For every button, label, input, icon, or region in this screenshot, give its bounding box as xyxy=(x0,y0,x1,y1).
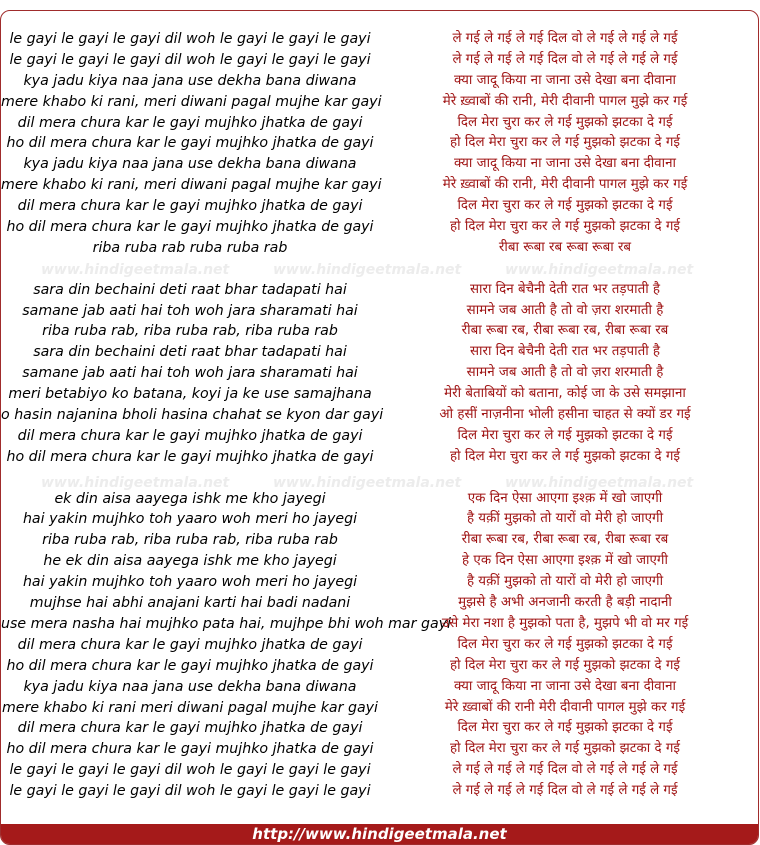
lyric-line-romanized: mere khabo ki rani, meri diwani pagal mujhe kar gayi xyxy=(1,177,382,194)
lyric-line-devanagari: हो दिल मेरा चुरा कर ले गई मुझको झटका दे गई xyxy=(450,219,680,235)
lyric-line-romanized: dil mera chura kar le gayi mujhko jhatka de gayi xyxy=(17,636,363,653)
lyric-line-romanized: kya jadu kiya naa jana use dekha bana diwana xyxy=(23,678,357,695)
lyric-line-devanagari: क्या जादू किया ना जाना उसे देखा बना दीवाना xyxy=(453,72,676,88)
lyric-line-romanized: dil mera chura kar le gayi mujhko jhatka de gayi xyxy=(17,427,363,444)
lyric-line-romanized: riba ruba rab, riba ruba rab, riba ruba rab xyxy=(42,323,338,340)
lyric-line-romanized: le gayi le gayi le gayi dil woh le gayi le gayi le gayi xyxy=(9,51,371,68)
lyric-line-devanagari: हो दिल मेरा चुरा कर ले गई मुझको झटका दे गई xyxy=(450,657,680,673)
lyric-line-devanagari: हे एक दिन ऐसा आएगा इश्क़ में खो जाएगी xyxy=(462,553,668,569)
lyric-line-romanized: o hasin najanina bholi hasina chahat se kyon dar gayi xyxy=(1,407,384,424)
lyric-line-devanagari: सामने जब आती है तो वो ज़रा शरमाती है xyxy=(466,365,664,381)
lyric-line-romanized: ho dil mera chura kar le gayi mujhko jhatka de gayi xyxy=(6,657,374,674)
lyric-line-devanagari: रीबा रूबा रब रूबा रूबा रब xyxy=(498,239,632,255)
watermark-text: www.hindigeetmala.net xyxy=(505,262,694,278)
lyric-line-devanagari: हो दिल मेरा चुरा कर ले गई मुझको झटका दे गई xyxy=(450,135,680,151)
lyric-line-romanized: samane jab aati hai toh woh jara sharamati hai xyxy=(22,365,358,382)
lyric-line-devanagari: सारा दिन बेचैनी देती रात भर तड़पाती है xyxy=(469,344,661,360)
lyric-line-romanized: hai yakin mujhko toh yaaro woh meri ho jayegi xyxy=(22,511,358,528)
romanized-lyrics-column xyxy=(1,29,452,802)
lyric-line-romanized: kya jadu kiya naa jana use dekha bana diwana xyxy=(23,72,357,89)
lyric-line-romanized: mere khabo ki rani meri diwani pagal mujhe kar gayi xyxy=(1,699,378,716)
lyric-line-devanagari: क्या जादू किया ना जाना उसे देखा बना दीवाना xyxy=(453,678,676,694)
lyric-line-romanized: riba ruba rab, riba ruba rab, riba ruba rab xyxy=(42,532,338,549)
lyric-line-romanized: mere khabo ki rani, meri diwani pagal mujhe kar gayi xyxy=(1,93,382,110)
stanza-gap xyxy=(376,468,754,489)
watermark-text: www.hindigeetmala.net xyxy=(41,262,230,278)
devanagari-lyrics-column xyxy=(376,29,754,802)
lyric-line-romanized: dil mera chura kar le gayi mujhko jhatka de gayi xyxy=(17,114,363,131)
lyric-line-romanized: he ek din aisa aayega ishk me kho jayegi xyxy=(43,553,337,570)
lyric-line-devanagari: ले गई ले गई ले गई दिल वो ले गई ले गई ले गई xyxy=(452,51,678,67)
lyric-line-devanagari: मेरे ख़्वाबों की रानी मेरी दीवानी पागल मुझे कर गई xyxy=(444,699,686,715)
lyric-line-romanized: le gayi le gayi le gayi dil woh le gayi le gayi le gayi xyxy=(9,31,371,47)
lyric-line-devanagari: है यक़ीं मुझको तो यारों वो मेरी हो जाएगी xyxy=(466,511,664,527)
lyric-line-devanagari: ले गई ले गई ले गई दिल वो ले गई ले गई ले गई xyxy=(452,783,678,799)
lyric-line-romanized: riba ruba rab ruba ruba rab xyxy=(92,239,288,256)
lyric-line-devanagari: दिल मेरा चुरा कर ले गई मुझको झटका दे गई xyxy=(457,427,673,443)
lyric-line-devanagari: मेरे ख़्वाबों की रानी, मेरी दीवानी पागल मुझे कर गई xyxy=(442,93,688,109)
lyric-line-devanagari: एक दिन ऐसा आएगा इश्क़ में खो जाएगी xyxy=(467,490,663,506)
lyric-line-romanized: ho dil mera chura kar le gayi mujhko jhatka de gayi xyxy=(6,448,374,465)
lyric-line-romanized: le gayi le gayi le gayi dil woh le gayi le gayi le gayi xyxy=(9,783,371,800)
lyric-line-devanagari: दिल मेरा चुरा कर ले गई मुझको झटका दे गई xyxy=(457,720,673,736)
lyric-line-devanagari: दिल मेरा चुरा कर ले गई मुझको झटका दे गई xyxy=(457,636,673,652)
lyric-line-devanagari: क्या जादू किया ना जाना उसे देखा बना दीवाना xyxy=(453,156,676,172)
lyric-line-romanized: mujhse hai abhi anajani karti hai badi nadani xyxy=(29,595,351,612)
lyric-line-romanized: use mera nasha hai mujhko pata hai, mujhpe bhi woh mar gayi xyxy=(1,615,452,632)
stanza-gap xyxy=(376,259,754,280)
watermark-text: www.hindigeetmala.net xyxy=(505,475,694,491)
lyric-line-romanized: le gayi le gayi le gayi dil woh le gayi le gayi le gayi xyxy=(9,762,371,779)
lyric-line-devanagari: रीबा रूबा रब, रीबा रूबा रब, रीबा रूबा रब xyxy=(461,323,669,339)
lyric-line-romanized: dil mera chura kar le gayi mujhko jhatka de gayi xyxy=(17,198,363,215)
lyric-line-devanagari: मेरी बेताबियों को बताना, कोई जा के उसे समझाना xyxy=(444,386,686,402)
lyric-line-romanized: sara din bechaini deti raat bhar tadapati hai xyxy=(33,344,347,361)
stanza-gap xyxy=(1,468,379,489)
lyric-line-romanized: ho dil mera chura kar le gayi mujhko jhatka de gayi xyxy=(6,741,374,758)
lyric-line-devanagari: मेरे ख़्वाबों की रानी, मेरी दीवानी पागल मुझे कर गई xyxy=(442,177,688,193)
watermark-text: www.hindigeetmala.net xyxy=(273,475,462,491)
lyric-line-devanagari: दिल मेरा चुरा कर ले गई मुझको झटका दे गई xyxy=(457,198,673,214)
lyric-line-devanagari: हो दिल मेरा चुरा कर ले गई मुझको झटका दे गई xyxy=(450,448,680,464)
lyric-line-devanagari: सारा दिन बेचैनी देती रात भर तड़पाती है xyxy=(469,281,661,297)
lyric-line-devanagari: रीबा रूबा रब, रीबा रूबा रब, रीबा रूबा रब xyxy=(461,532,669,548)
lyric-line-devanagari: मुझसे है अभी अनजानी करती है बड़ी नादानी xyxy=(458,595,672,611)
lyric-line-devanagari: सामने जब आती है तो वो ज़रा शरमाती है xyxy=(466,302,664,318)
lyric-line-devanagari: ले गई ले गई ले गई दिल वो ले गई ले गई ले गई xyxy=(452,31,678,46)
lyric-line-romanized: kya jadu kiya naa jana use dekha bana diwana xyxy=(23,156,357,173)
lyric-line-devanagari: दिल मेरा चुरा कर ले गई मुझको झटका दे गई xyxy=(457,114,673,130)
stanza-gap xyxy=(1,259,379,280)
lyric-line-romanized: ho dil mera chura kar le gayi mujhko jhatka de gayi xyxy=(6,135,374,152)
footer-url[interactable]: http://www.hindigeetmala.net xyxy=(252,825,507,843)
lyric-line-romanized: meri betabiyo ko batana, koyi ja ke use samajhana xyxy=(8,386,372,403)
lyrics-card xyxy=(0,10,759,845)
lyric-line-romanized: dil mera chura kar le gayi mujhko jhatka de gayi xyxy=(17,720,363,737)
lyric-line-devanagari: है यक़ीं मुझको तो यारों वो मेरी हो जाएगी xyxy=(466,574,664,590)
lyric-line-devanagari: उसे मेरा नशा है मुझको पता है, मुझपे भी वो मर गई xyxy=(441,615,689,631)
site-url-footer[interactable] xyxy=(1,824,758,844)
lyric-line-romanized: samane jab aati hai toh woh jara sharamati hai xyxy=(22,302,358,319)
watermark-text: www.hindigeetmala.net xyxy=(273,262,462,278)
lyric-line-devanagari: ले गई ले गई ले गई दिल वो ले गई ले गई ले गई xyxy=(452,762,678,778)
watermark-text: www.hindigeetmala.net xyxy=(41,475,230,491)
lyric-line-romanized: hai yakin mujhko toh yaaro woh meri ho jayegi xyxy=(22,574,358,591)
lyric-line-romanized: sara din bechaini deti raat bhar tadapati hai xyxy=(33,281,347,298)
lyric-line-devanagari: ओ हसीं नाज़नीना भोली हसीना चाहत से क्यों डर गई xyxy=(439,407,691,423)
lyric-line-romanized: ek din aisa aayega ishk me kho jayegi xyxy=(54,490,326,507)
lyric-line-devanagari: हो दिल मेरा चुरा कर ले गई मुझको झटका दे गई xyxy=(450,741,680,757)
lyric-line-romanized: ho dil mera chura kar le gayi mujhko jhatka de gayi xyxy=(6,219,374,236)
